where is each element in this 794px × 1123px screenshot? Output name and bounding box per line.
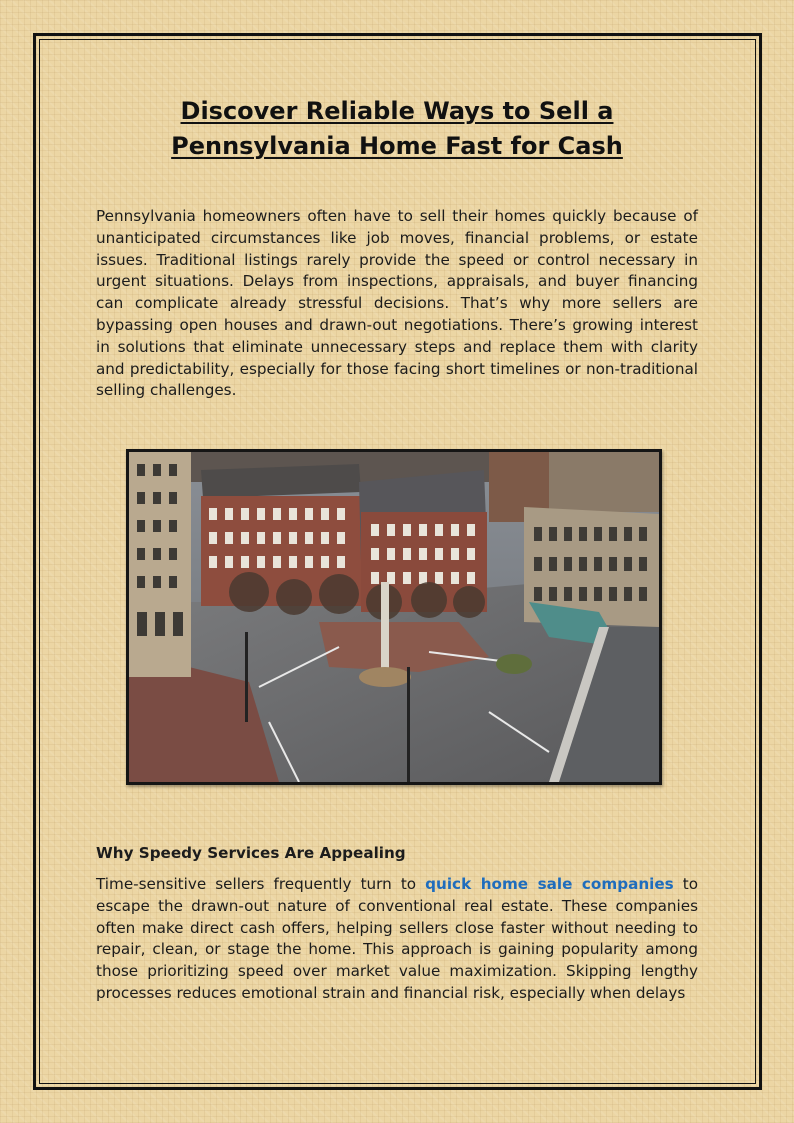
title-line-1: Discover Reliable Ways to Sell a [180, 97, 614, 125]
intro-paragraph: Pennsylvania homeowners often have to sell their homes quickly because of unanticipated circumstances like job moves, financial problems, or estate issues. Traditional listings rarely provide the speed or control necessary in urgent situations. Delays from inspections, appraisals, and buyer financing can complicate already stressful decisions. That’s why more sellers are bypassing open houses and drawn-out negotiations. There’s growing interest in solutions that eliminate unnecessary steps and replace them with clarity and predictability, especially for those facing short timelines or non-traditional selling challenges. [96, 207, 698, 400]
section-heading: Why Speedy Services Are Appealing [96, 844, 406, 862]
title-line-2: Pennsylvania Home Fast for Cash [171, 132, 623, 160]
section-text-before-link: Time-sensitive sellers frequently turn to [96, 875, 426, 893]
section-text-after-link: to escape the drawn-out nature of conventional real estate. These companies often make direct cash offers, helping sellers close faster without needing to repair, clean, or stage the home. This approach is gaining popularity among those prioritizing speed over market value maximization. Skipping lengthy processes reduces emotional strain and financial risk, especially when delays [96, 875, 699, 1002]
city-square-photo [126, 449, 662, 785]
page-title [120, 94, 674, 164]
section-paragraph [96, 874, 698, 1005]
quick-home-sale-companies-link[interactable]: quick home sale companies [425, 875, 674, 893]
